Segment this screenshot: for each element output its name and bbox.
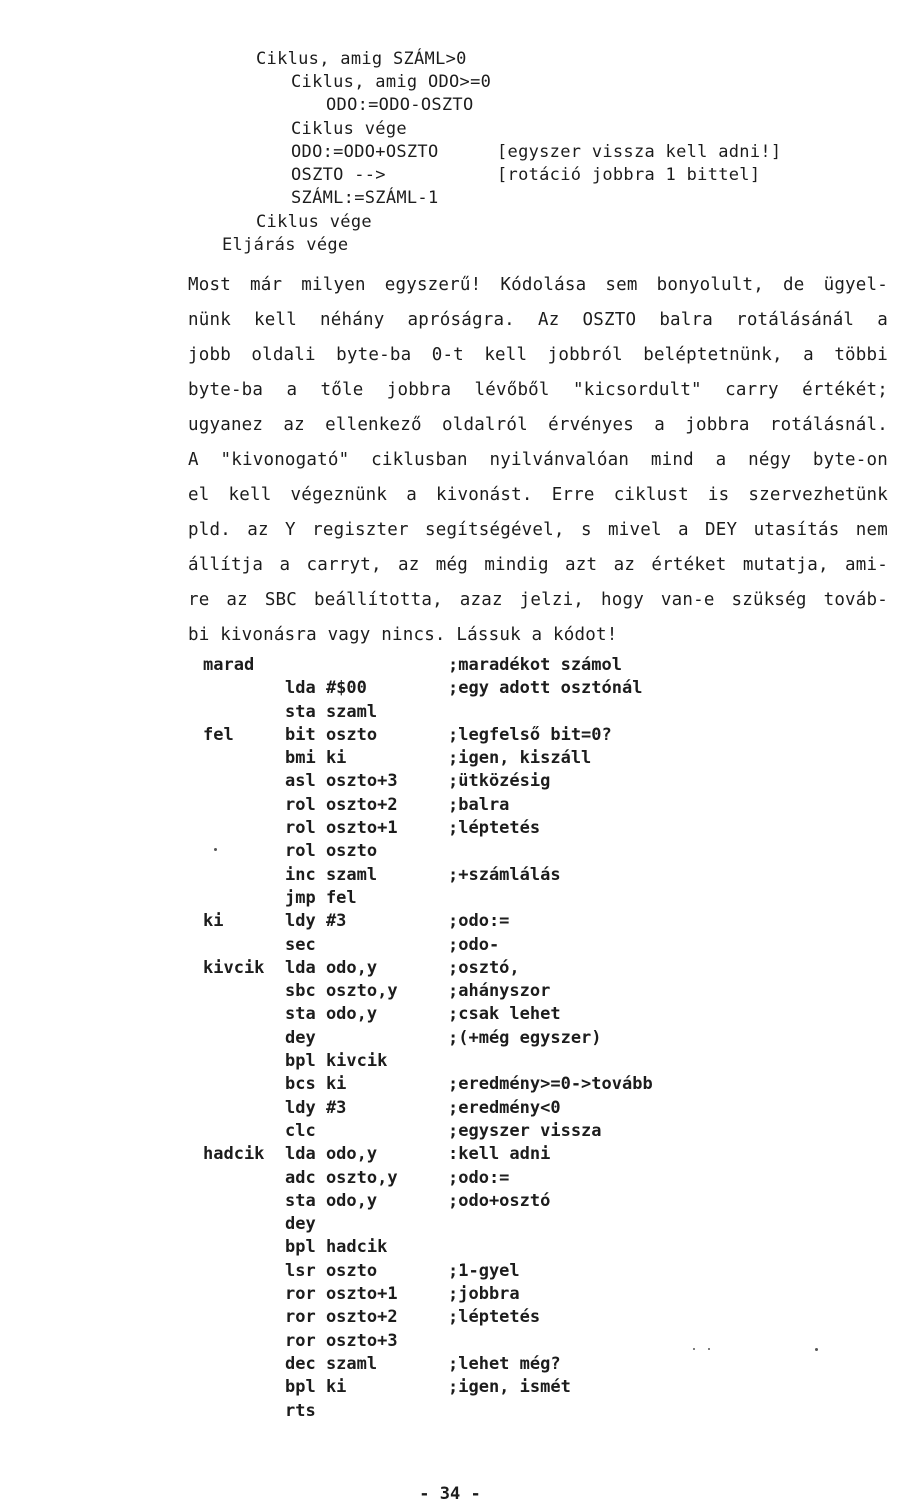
code-comment: ;jobbra xyxy=(448,1284,520,1305)
paragraph-line: re az SBC beállította, azaz jelzi, hogy van-e szükség továb- xyxy=(188,590,888,610)
pseudocode-line xyxy=(256,48,467,71)
code-comment: ;odo- xyxy=(448,934,500,955)
pseudocode-comment: [rotáció jobbra 1 bittel] xyxy=(497,165,761,185)
code-row xyxy=(0,1143,900,1166)
code-instruction: dey xyxy=(285,1027,316,1048)
pseudocode-comment: [egyszer vissza kell adni!] xyxy=(497,142,782,162)
body-paragraph xyxy=(188,268,888,653)
code-instruction: ror oszto+3 xyxy=(285,1330,398,1351)
code-row xyxy=(0,724,900,747)
code-instruction: sbc oszto,y xyxy=(285,981,398,1002)
code-instruction: bpl kivcik xyxy=(285,1051,388,1072)
code-row xyxy=(0,1097,900,1120)
paragraph-line: byte-ba a tőle jobbra lévőből "kicsordult" carry értékét; xyxy=(188,380,888,400)
code-instruction: sec xyxy=(285,934,316,955)
pseudocode-line xyxy=(291,187,439,210)
pseudocode-line xyxy=(291,141,782,164)
code-instruction: dec szaml xyxy=(285,1353,378,1374)
code-instruction: rts xyxy=(285,1400,316,1421)
page-number: - 34 - xyxy=(419,1484,481,1504)
code-row xyxy=(0,1236,900,1259)
code-label: marad xyxy=(203,655,255,675)
code-instruction: lda #$00 xyxy=(285,678,367,699)
code-comment: ;+számlálás xyxy=(448,864,561,885)
code-row xyxy=(0,747,900,770)
code-row xyxy=(0,1120,900,1143)
code-instruction: ror oszto+2 xyxy=(285,1307,398,1328)
code-comment: ;legfelső bit=0? xyxy=(448,724,612,745)
code-row xyxy=(0,1167,900,1190)
code-row xyxy=(0,1073,900,1096)
pseudocode-text: Ciklus vége xyxy=(256,212,372,232)
code-row xyxy=(0,701,900,724)
pseudocode-line xyxy=(256,211,372,234)
code-row xyxy=(0,910,900,933)
code-row xyxy=(0,1283,900,1306)
pseudocode-text: Ciklus, amig SZÁML>0 xyxy=(256,49,467,69)
code-comment: ;ütközésig xyxy=(448,771,551,792)
paragraph-line: állítja a carryt, az még mindig azt az értéket mutatja, ami- xyxy=(188,555,888,575)
paragraph-line: jobb oldali byte-ba 0-t kell jobbról beléptetnünk, a többi xyxy=(188,345,888,365)
paragraph-line: nünk kell néhány apróságra. Az OSZTO balra rotálásánál a xyxy=(188,310,888,330)
code-row xyxy=(0,957,900,980)
code-row xyxy=(0,1190,900,1213)
code-instruction: ldy #3 xyxy=(285,911,347,932)
code-instruction: lsr oszto xyxy=(285,1260,378,1281)
code-comment: ;eredmény>=0->tovább xyxy=(448,1074,653,1095)
pseudocode-line xyxy=(326,94,474,117)
pseudocode-line xyxy=(291,118,407,141)
code-row xyxy=(0,864,900,887)
code-instruction: adc oszto,y xyxy=(285,1167,398,1188)
code-row xyxy=(0,794,900,817)
code-row xyxy=(0,1260,900,1283)
code-row xyxy=(0,1306,900,1329)
code-comment: ;(+még egyszer) xyxy=(448,1027,602,1048)
scan-speck xyxy=(214,848,217,851)
code-row xyxy=(0,677,900,700)
code-instruction: clc xyxy=(285,1120,316,1141)
code-label: hadcik xyxy=(203,1144,265,1165)
pseudocode-text: ODO:=ODO-OSZTO xyxy=(326,95,474,115)
code-comment: ;egyszer vissza xyxy=(448,1120,602,1141)
pseudocode-text: SZÁML:=SZÁML-1 xyxy=(291,188,439,208)
code-instruction: bpl ki xyxy=(285,1377,347,1398)
code-instruction: asl oszto+3 xyxy=(285,771,398,792)
code-instruction: rol oszto xyxy=(285,841,378,862)
code-row xyxy=(0,817,900,840)
code-row xyxy=(0,1330,900,1353)
code-comment: ;1-gyel xyxy=(448,1260,520,1281)
paragraph-line: ugyanez az ellenkező oldalról érvényes a jobbra rotálásnál. xyxy=(188,415,888,435)
code-row xyxy=(0,980,900,1003)
code-row xyxy=(0,1003,900,1026)
pseudocode-text: ODO:=ODO+OSZTO xyxy=(291,142,439,162)
code-comment: ;odo:= xyxy=(448,911,510,932)
code-row xyxy=(0,1400,900,1423)
code-instruction: bcs ki xyxy=(285,1074,347,1095)
code-label: ki xyxy=(203,911,224,932)
pseudocode-line xyxy=(291,71,491,94)
code-instruction: inc szaml xyxy=(285,864,378,885)
code-instruction: jmp fel xyxy=(285,887,357,908)
pseudocode-line xyxy=(291,164,761,187)
code-row xyxy=(0,1376,900,1399)
code-comment: ;osztó, xyxy=(448,957,520,978)
pseudocode-text: OSZTO --> xyxy=(291,165,386,185)
code-instruction: bit oszto xyxy=(285,724,378,745)
code-comment: :kell adni xyxy=(448,1144,551,1165)
code-label: fel xyxy=(203,724,234,745)
paragraph-line: A "kivonogató" ciklusban nyilvánvalóan mind a négy byte-on xyxy=(188,450,888,470)
code-comment: ;léptetés xyxy=(448,818,541,839)
paragraph-line: bi kivonásra vagy nincs. Lássuk a kódot! xyxy=(188,625,618,645)
paragraph-line: el kell végeznünk a kivonást. Erre ciklust is szervezhetünk xyxy=(188,485,888,505)
code-row xyxy=(0,934,900,957)
code-instruction: lda odo,y xyxy=(285,957,378,978)
code-comment: ;eredmény<0 xyxy=(448,1097,561,1118)
code-instruction: rol oszto+1 xyxy=(285,818,398,839)
code-instruction: dey xyxy=(285,1214,316,1235)
code-instruction: bpl hadcik xyxy=(285,1237,388,1258)
code-row xyxy=(0,1353,900,1376)
pseudocode-text: Ciklus, amig ODO>=0 xyxy=(291,72,492,92)
code-instruction: sta odo,y xyxy=(285,1004,378,1025)
code-instruction: bmi ki xyxy=(285,748,347,769)
code-label: kivcik xyxy=(203,957,265,978)
code-comment: ;egy adott osztónál xyxy=(448,678,643,699)
code-comment: ;maradékot számol xyxy=(448,655,622,675)
code-comment: ;csak lehet xyxy=(448,1004,561,1025)
scan-speck xyxy=(693,1348,695,1350)
code-comment: ;lehet még? xyxy=(448,1353,561,1374)
assembly-listing xyxy=(0,654,900,1423)
code-row xyxy=(0,887,900,910)
code-row xyxy=(0,1213,900,1236)
code-comment: ;balra xyxy=(448,794,510,815)
code-instruction: sta odo,y xyxy=(285,1190,378,1211)
code-comment: ;ahányszor xyxy=(448,981,551,1002)
code-row xyxy=(0,770,900,793)
code-comment: ;odo+osztó xyxy=(448,1190,551,1211)
code-row xyxy=(0,1050,900,1073)
code-instruction: ldy #3 xyxy=(285,1097,347,1118)
code-instruction: ror oszto+1 xyxy=(285,1284,398,1305)
pseudocode-line xyxy=(222,234,348,257)
code-comment: ;igen, ismét xyxy=(448,1377,571,1398)
code-comment: ;odo:= xyxy=(448,1167,510,1188)
code-instruction: sta szaml xyxy=(285,701,378,722)
code-instruction: rol oszto+2 xyxy=(285,794,398,815)
scan-speck xyxy=(708,1348,710,1350)
code-comment: ;léptetés xyxy=(448,1307,541,1328)
scan-speck xyxy=(815,1348,818,1351)
paragraph-line: Most már milyen egyszerű! Kódolása sem bonyolult, de ügyel- xyxy=(188,275,888,295)
code-row xyxy=(0,1027,900,1050)
paragraph-line: pld. az Y regiszter segítségével, s mivel a DEY utasítás nem xyxy=(188,520,888,540)
code-instruction: lda odo,y xyxy=(285,1144,378,1165)
code-row xyxy=(0,840,900,863)
pseudocode-text: Ciklus vége xyxy=(291,119,407,139)
pseudocode-text: Eljárás vége xyxy=(222,235,349,255)
code-comment: ;igen, kiszáll xyxy=(448,748,592,769)
code-row xyxy=(0,654,900,677)
